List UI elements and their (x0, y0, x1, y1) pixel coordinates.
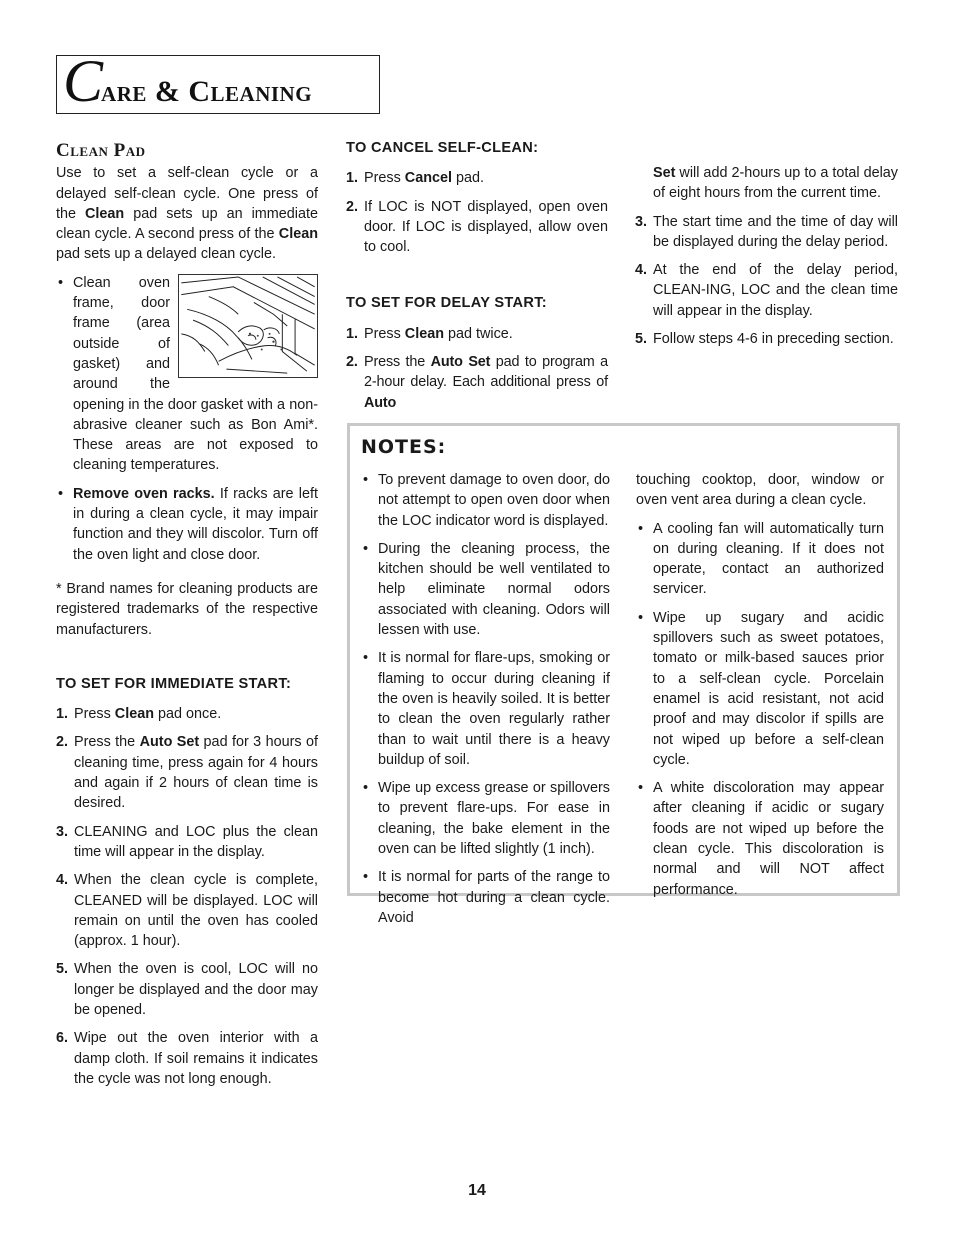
step-bold: Auto Set (430, 354, 491, 371)
page-title-rest: are & Cleaning (101, 75, 313, 108)
note-item: • Wipe up excess grease or spillovers to prevent flare-ups. For ease in cleaning, the bake element in the oven can be lifted slightly (1 inch). (361, 778, 610, 859)
step-number: 3. (56, 823, 69, 840)
clean-pad-heading: Clean Pad (56, 140, 146, 161)
step-number: 2. (346, 354, 358, 371)
notes-left-column (361, 470, 610, 936)
step-item (635, 212, 898, 253)
cancel-heading: TO CANCEL SELF-CLEAN: (346, 140, 539, 156)
step-text: When the clean cycle is complete, CLEANED will be displayed. LOC will remain on until the oven has cooled (approx. 1 hour). (74, 872, 318, 950)
note-item: • Wipe up sugary and acidic spillovers such as sweet potatoes, tomato or milk-based sauces prior to a self-clean cycle. Porcelain enamel is acid resistant, not acid proof and may discolor if spills are not wiped up before a self-clean cycle. (636, 608, 884, 770)
step-text: pad to program a 2-hour delay. Each additional press of (364, 354, 609, 391)
step-number: 4. (635, 262, 648, 279)
note-item: • A white discoloration may appear after cleaning if acidic or sugary foods are not wiped up before the clean cycle. This discoloration is normal and will NOT affect performance. (636, 778, 884, 900)
step-bold: Cancel (404, 170, 452, 187)
step-number: 5. (635, 331, 648, 348)
immediate-start-heading: TO SET FOR IMMEDIATE START: (56, 675, 292, 692)
step-item (635, 329, 898, 349)
intro-clean-word: Clean (278, 226, 318, 243)
step-item (56, 870, 318, 951)
notes-title: NOTES: (361, 436, 447, 458)
middle-column (346, 138, 608, 421)
step-number: 3. (635, 213, 648, 230)
step-bold: Auto (364, 394, 397, 411)
notes-list-right (636, 519, 884, 900)
step-text: The start time and the time of day will be displayed during the delay period. (653, 213, 898, 250)
step-bold: Clean (404, 325, 444, 342)
clean-pad-bullets (56, 273, 318, 565)
step-item (56, 959, 318, 1020)
intro-text: pad sets up an immediate clean cycle. A second press of the (56, 205, 318, 243)
step-number: 2. (56, 734, 69, 751)
delay-start-steps (346, 324, 608, 413)
brand-footnote: * Brand names for cleaning products are registered trademarks of the respective manufacturers. (56, 580, 318, 638)
note-item: • To prevent damage to oven door, do not attempt to open oven door when the LOC indicator word is displayed. (361, 470, 610, 531)
step-text: pad twice. (444, 325, 513, 342)
page-title (63, 48, 313, 114)
step-number: 1. (346, 325, 359, 342)
step-text: Follow steps 4-6 in preceding section. (653, 331, 894, 348)
step-item (635, 260, 898, 321)
notes-box (347, 423, 900, 926)
step-text: Wipe out the oven interior with a damp cloth. If soil remains it indicates the cycle was not long enough. (74, 1030, 318, 1087)
step-text: pad. (452, 170, 485, 187)
note-item: • During the cleaning process, the kitchen should be well ventilated to help eliminate normal odors associated with cleaning. Odors will lessen with use. (361, 539, 610, 640)
step-text: Press (74, 706, 115, 723)
step-number: 1. (346, 170, 359, 187)
clean-pad-intro (56, 163, 318, 264)
step-text: will add 2-hours up to a total delay of eight hours from the current time. (653, 165, 898, 202)
step-item-continued (635, 163, 898, 204)
note-item: • It is normal for parts of the range to become hot during a clean cycle. Avoid (361, 867, 610, 928)
step-bold: Set (653, 165, 676, 181)
immediate-start-steps (56, 704, 318, 1089)
remove-racks-bold: Remove oven racks. (73, 485, 215, 502)
step-text: Press the (74, 734, 140, 751)
note-item-continued: touching cooktop, door, window or oven vent area during a clean cycle. (636, 472, 884, 509)
step-number: 5. (56, 961, 69, 978)
step-item (346, 324, 608, 344)
cancel-steps (346, 168, 608, 257)
step-text: At the end of the delay period, CLEAN-ING, LOC and the clean time will appear in the display. (653, 262, 898, 319)
step-text: pad once. (154, 706, 222, 723)
oven-door-gasket-illustration (178, 274, 318, 378)
step-item (56, 1028, 318, 1089)
page-number: 14 (468, 1182, 486, 1199)
step-item (346, 352, 608, 413)
step-text: CLEANING and LOC plus the clean time will appear in the display. (74, 823, 318, 860)
step-bold: Clean (114, 706, 154, 723)
remove-racks-text: If racks are left in during a clean cycle, it may impair function and they will discolor. Turn off the oven light and close door. (73, 485, 318, 563)
step-bold: Auto Set (139, 734, 200, 751)
right-column (635, 163, 898, 357)
step-text: If LOC is NOT displayed, open oven door. If LOC is displayed, allow oven to cool. (364, 198, 608, 256)
page-title-initial: C (63, 48, 102, 114)
intro-text: Use to set a self-clean cycle or a delayed self-clean cycle. One press of the (56, 165, 318, 222)
step-item (346, 168, 608, 188)
clean-frame-text: Clean oven frame, door frame (area outside of gasket) and around the opening in the door gasket with a non-abrasive cleaner such as Bon Ami*. These areas are not exposed to cleaning temperatures. (73, 274, 318, 474)
note-item: • It is normal for flare-ups, smoking or flaming to occur during cleaning if the oven is heavily soiled. It is better to clean the oven regularly rather than to wait until there is a heavy buildup of soil. (361, 648, 610, 770)
step-item (346, 197, 608, 258)
step-text: pad for 3 hours of cleaning time, press again for 4 hours and again if 2 hours of clean time is desired. (74, 734, 318, 812)
step-number: 2. (346, 198, 359, 215)
delay-start-steps-continued (635, 163, 898, 349)
step-text: When the oven is cool, LOC will no longer be displayed and the door may be opened. (74, 961, 318, 1018)
notes-list-left (361, 470, 610, 928)
step-number: 4. (56, 872, 69, 889)
left-column (56, 138, 318, 1097)
step-number: 1. (56, 706, 69, 723)
step-item (56, 704, 318, 724)
list-item (56, 273, 318, 476)
page-title-box (56, 48, 380, 114)
intro-clean-word: Clean (85, 205, 125, 222)
list-item (56, 484, 318, 565)
step-text: Press (364, 325, 405, 342)
delay-start-heading: TO SET FOR DELAY START: (346, 295, 547, 312)
step-number: 6. (56, 1030, 69, 1047)
intro-text: pad sets up a delayed clean cycle. (56, 246, 276, 263)
step-text: Press the (364, 354, 431, 371)
step-item (56, 822, 318, 863)
notes-right-column (636, 470, 884, 908)
step-text: Press (364, 170, 405, 187)
step-item (56, 732, 318, 813)
note-item: • A cooling fan will automatically turn on during cleaning. If it does not operate, contact an authorized servicer. (636, 519, 884, 600)
